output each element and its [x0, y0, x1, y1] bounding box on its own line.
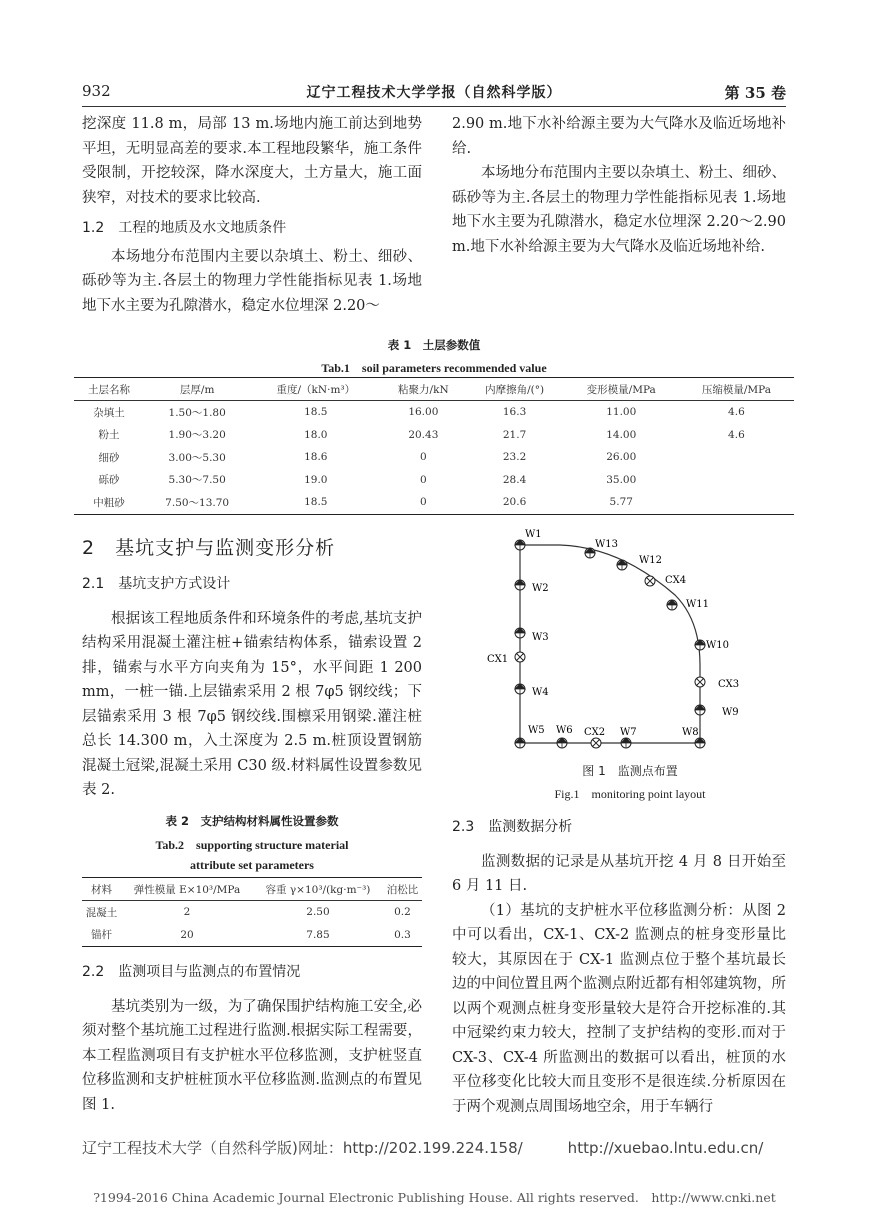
table-row [74, 446, 794, 469]
label-W7: W7 [620, 727, 637, 738]
section-heading-2-1: 2.1 基坑支护方式设计 [82, 576, 231, 592]
column-header: 容重 γ×10³/(kg·m⁻³) [253, 878, 383, 901]
table-cell: 锚杆 [91, 929, 113, 942]
table-row [82, 901, 422, 924]
table-cell: 19.0 [304, 473, 328, 486]
table1-caption-en: Tab.1 soil parameters recommended value [321, 361, 547, 375]
table-cell: 5.77 [609, 496, 633, 509]
table-cell: 11.00 [606, 406, 637, 419]
table-cell: 18.5 [304, 406, 328, 419]
paragraph: 本场地分布范围内主要以杂填土、粉土、细砂、砾砂等为主.各层土的物理力学性能指标见表 1.场地地下水主要为孔隙潜水，稳定水位埋深 2.20～ [82, 248, 422, 314]
table-cell: 3.00～5.30 [168, 451, 226, 464]
column-header: 泊松比 [383, 878, 422, 901]
left-column-lower [82, 960, 422, 1117]
paragraph: 基坑类别为一级，为了确保围护结构施工安全,必须对整个基坑施工过程进行监测.根据实际工程需要，本工程监测项目有支护桩水平位移监测，支护桩竖直位移监测和支护桩桩顶水平位移监测.监测点的布置见图 1. [82, 998, 422, 1113]
column-header: 内摩擦角/(°) [465, 378, 563, 401]
table-cell: 7.50～13.70 [165, 496, 230, 509]
column-header: 材料 [82, 878, 121, 901]
label-W9: W9 [722, 707, 739, 718]
table-cell: 1.50～1.80 [168, 406, 226, 419]
table-cell [679, 446, 794, 469]
table2-caption-en-1: Tab.2 supporting structure material [155, 838, 349, 852]
left-column-bottom [82, 534, 422, 803]
table1-caption-cn: 表 1 土层参数值 [387, 338, 481, 352]
table2 [82, 877, 422, 947]
section-heading-2-2: 2.2 监测项目与监测点的布置情况 [82, 964, 301, 980]
label-W8: W8 [682, 727, 699, 738]
paragraph: 本场地分布范围内主要以杂填土、粉土、细砂、砾砂等为主.各层土的物理力学性能指标见表 1.场地地下水主要为孔隙潜水，稳定水位埋深 2.20～2.90 m.地下水补给源主要为大气降水及临近场地补给. [452, 165, 786, 255]
table-cell: 2.50 [306, 906, 330, 919]
table-cell: 7.85 [306, 928, 330, 941]
table-cell: 粉土 [98, 429, 120, 442]
table-cell: 混凝土 [85, 906, 118, 919]
right-column-bottom [452, 815, 786, 1119]
table-cell: 杂填土 [93, 406, 125, 419]
table-row [74, 401, 794, 424]
footer-copyright: ?1994-2016 China Academic Journal Electronic Publishing House. All rights reserved. http://www.cnki.net [93, 1190, 776, 1205]
table-cell: 21.7 [502, 428, 527, 441]
table-cell: 0.3 [394, 928, 411, 941]
table-cell: 20 [180, 928, 194, 941]
table-cell: 16.00 [408, 406, 439, 419]
table-cell: 16.3 [502, 406, 527, 419]
label-W13: W13 [595, 539, 619, 550]
table-cell: 2 [183, 906, 191, 919]
journal-title: 辽宁工程技术大学学报（自然科学版） [306, 85, 562, 101]
section-heading-2-3: 2.3 监测数据分析 [452, 819, 573, 835]
paragraph: 根据该工程地质条件和环境条件的考虑,基坑支护结构采用混凝土灌注桩+锚索结构体系，锚索设置 2 排，锚索与水平方向夹角为 15°，水平间距 1 200 mm，一桩一锚.上层锚索采用 2 根 7φ5 钢绞线；下层锚索采用 3 根 7φ5 钢绞线.围檩采用钢梁.灌注桩总长 14.300 m，入土深度为 2.5 m.桩顶设置钢筋混凝土冠梁,混凝土采用 C30 级.材料属性设置参数见表 2. [82, 610, 422, 798]
label-W5: W5 [528, 725, 545, 736]
page-number: 932 [82, 82, 111, 100]
table-cell: 0 [420, 473, 427, 486]
label-CX4: CX4 [665, 575, 687, 586]
section-heading-2: 2 基坑支护与监测变形分析 [82, 537, 336, 559]
paragraph: （1）基坑的支护桩水平位移监测分析：从图 2 中可以看出，CX-1、CX-2 监测点的桩身变形量比较大，其原因在于 CX-1 监测点位于整个基坑最长边的中间位置且两个监测点附近都有相邻建筑物，所以两个观测点桩身变形量较大是符合开挖标准的.其中冠梁约束力较大，控制了支护结构的变形.而对于 CX-3、CX-4 所监测出的数据可以看出，桩顶的水平位移变化比较大而且变形不是很连续.分析原因在于两个观测点周围场地空余，用于车辆行 [452, 902, 786, 1115]
table-cell: 0 [420, 451, 427, 464]
volume-label: 第 35 卷 [724, 84, 786, 102]
table-cell: 23.2 [502, 451, 527, 464]
column-header: 土层名称 [74, 378, 144, 401]
column-header: 层厚/m [144, 378, 250, 401]
right-column-top [452, 112, 786, 259]
label-W12: W12 [639, 555, 663, 566]
table-cell: 4.6 [728, 406, 745, 419]
footer-website: 辽宁工程技术大学（自然科学版)网址：http://202.199.224.158/ http://xuebao.lntu.edu.cn/ [82, 1139, 764, 1157]
label-W3: W3 [532, 632, 549, 643]
table-header-row [74, 378, 794, 401]
section-heading-1-2: 1.2 工程的地质及水文地质条件 [82, 220, 287, 236]
table-cell: 0 [420, 496, 427, 509]
label-W2: W2 [532, 583, 549, 594]
table-row [74, 424, 794, 447]
table-cell: 18.0 [304, 428, 328, 441]
table-cell [679, 469, 794, 492]
label-W4: W4 [532, 687, 549, 698]
table-header-row [82, 878, 422, 901]
label-CX1: CX1 [487, 654, 509, 665]
label-W11: W11 [686, 599, 710, 610]
figure1-caption-cn: 图 1 监测点布置 [582, 764, 678, 778]
paragraph: 监测数据的记录是从基坑开挖 4 月 8 日开始至 6 月 11 日. [452, 853, 786, 894]
table-cell: 0.2 [394, 906, 411, 919]
table1 [74, 377, 794, 515]
table-cell: 4.6 [728, 428, 745, 441]
table-row [74, 469, 794, 492]
header-rule [82, 106, 786, 107]
table-cell: 35.00 [606, 473, 637, 486]
paragraph: 2.90 m.地下水补给源主要为大气降水及临近场地补给. [452, 116, 786, 157]
label-CX2: CX2 [584, 727, 606, 738]
label-W6: W6 [556, 725, 573, 736]
table-cell: 18.5 [304, 496, 328, 509]
table-cell: 26.00 [606, 451, 637, 464]
table-cell: 1.90～3.20 [168, 429, 226, 442]
table-cell: 20.6 [502, 496, 527, 509]
table-cell [679, 491, 794, 514]
table-cell: 中粗砂 [93, 496, 125, 509]
page-header [82, 80, 786, 106]
table-cell: 5.30～7.50 [168, 474, 226, 487]
column-header: 变形模量/MPa [564, 378, 679, 401]
paragraph: 挖深度 11.8 m，局部 13 m.场地内施工前达到地势平坦，无明显高差的要求.本工程地段繁华，施工条件受限制，开挖较深，降水深度大，土方量大，施工面狭窄，对技术的要求比较高. [82, 116, 422, 206]
left-column-top [82, 112, 422, 318]
table-cell: 18.6 [304, 451, 328, 464]
table-row [82, 924, 422, 947]
figure1-caption-en: Fig.1 monitoring point layout [554, 787, 706, 801]
label-W1: W1 [525, 529, 542, 540]
figure1-monitoring-layout [487, 525, 760, 760]
table2-caption-cn: 表 2 支护结构材料属性设置参数 [165, 814, 339, 828]
table-cell: 20.43 [408, 428, 439, 441]
column-header: 压缩模量/MPa [679, 378, 794, 401]
column-header: 粘聚力/kN [381, 378, 465, 401]
label-CX3: CX3 [718, 679, 740, 690]
label-W10: W10 [706, 640, 730, 651]
table2-caption-en-2: attribute set parameters [190, 858, 314, 872]
table-cell: 14.00 [606, 428, 637, 441]
table-cell: 细砂 [98, 451, 120, 464]
column-header: 重度/（kN·m³） [250, 378, 381, 401]
table-cell: 砾砂 [98, 474, 120, 487]
table-row [74, 491, 794, 514]
table-cell: 28.4 [502, 473, 527, 486]
column-header: 弹性模量 E×10³/MPa [121, 878, 253, 901]
